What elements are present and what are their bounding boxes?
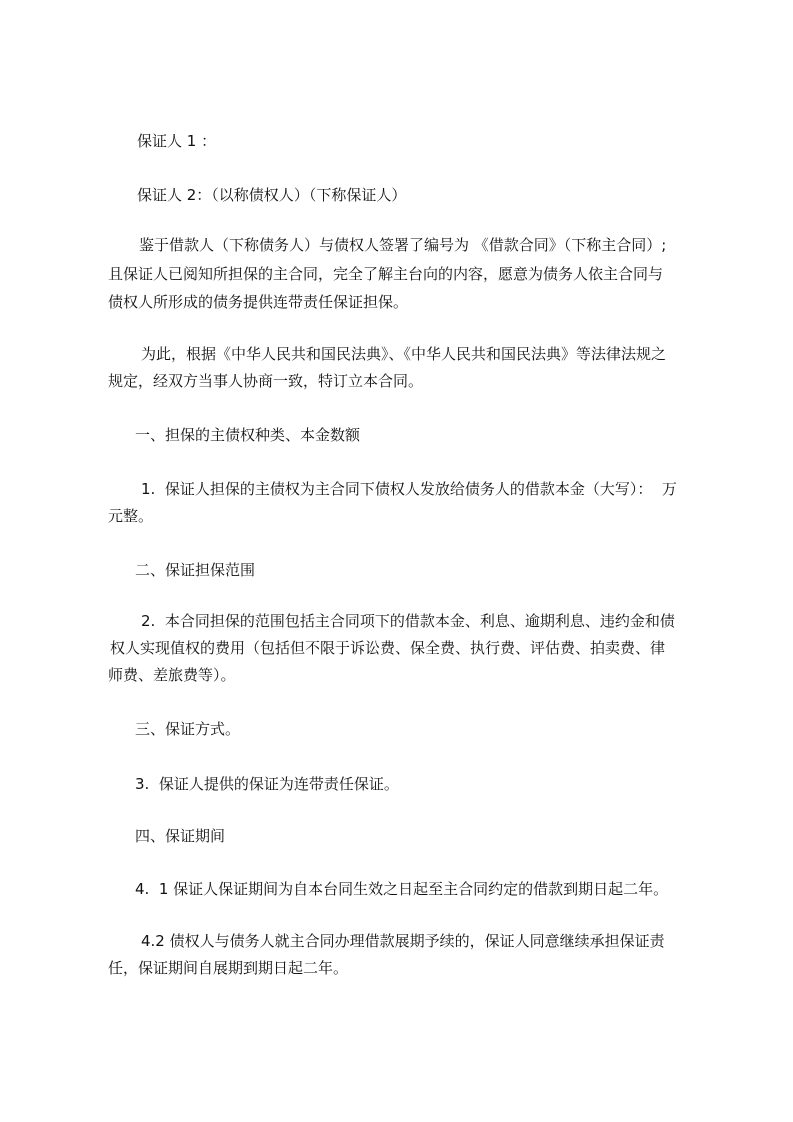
preamble-line-1: 鉴于借款人（下称债务人）与债权人签署了编号为 《借款合同》（下称主合同）;: [139, 236, 667, 254]
clause-1-line-1: 1. 保证人担保的主债权为主合同下债权人发放给债务人的借款本金（大写）： 万: [141, 480, 677, 498]
clause-4-1-line: 4. 1 保证人保证期间为自本台同生效之日起至主合同约定的借款到期日起二年。: [135, 880, 669, 898]
clause-2-line-3: 师费、差旅费等）。: [108, 666, 236, 684]
basis-line-2: 规定，经双方当事人协商一致，特订立本合同。: [108, 372, 424, 390]
clause-2-line-1: 2. 本合同担保的范围包括主合同项下的借款本金、利息、逾期利息、违约金和债: [141, 612, 675, 630]
section-1-heading: 一、担保的主债权种类、本金数额: [135, 426, 361, 444]
clause-4-2-line-2: 任，保证期间自展期到期日起二年。: [108, 959, 349, 977]
clause-4-2-line-1: 4.2 债权人与债务人就主合同办理借款展期予续的，保证人同意继续承担保证责: [141, 932, 665, 950]
guarantor-1-line: 保证人 1 ：: [137, 132, 217, 150]
clause-3-line-1: 3. 保证人提供的保证为连带责任保证。: [135, 775, 399, 793]
preamble-line-3: 债权人所形成的债务提供连带责任保证担保。: [108, 293, 409, 311]
clause-1-line-2: 元整。: [108, 507, 154, 525]
basis-line-1: 为此，根据《中华人民共和国民法典》、《中华人民共和国民法典》等法律法规之: [141, 345, 667, 363]
section-4-heading: 四、保证期间: [135, 827, 226, 845]
guarantor-2-line: 保证人 2：（以称债权人）（下称保证人）: [137, 186, 407, 204]
preamble-line-2: 且保证人已阅知所担保的主合同，完全了解主台向的内容，愿意为债务人依主合同与: [108, 265, 664, 283]
section-3-heading: 三、保证方式。: [135, 720, 241, 738]
section-2-heading: 二、保证担保范围: [135, 561, 256, 579]
clause-2-line-2: 权人实现值权的费用（包括但不限于诉讼费、保全费、执行费、评估费、拍卖费、律: [110, 639, 666, 657]
